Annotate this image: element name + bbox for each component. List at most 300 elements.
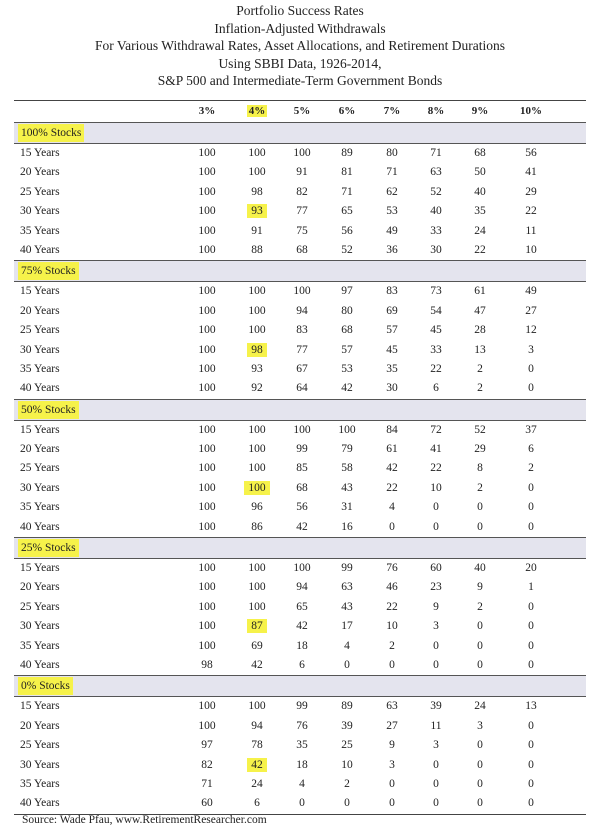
table-cell [332,498,362,517]
table-cell [242,617,272,636]
cell-value: 89 [341,147,353,159]
table-cell [332,222,362,241]
table-cell [192,736,222,755]
table-row [14,717,586,736]
cell-value: 100 [293,562,311,575]
cell-value: 0 [389,797,395,810]
cell-value: 89 [341,700,353,713]
cell-value: 0 [477,658,483,671]
cell-value: 100 [293,423,311,436]
cell-value: 4 [389,501,395,514]
cell-value: 97 [201,739,213,752]
cell-value: 22 [430,462,442,475]
cell-value: 100 [248,581,266,594]
cell-value: 0 [528,758,534,771]
cell-value: 6 [299,658,305,671]
cell-value: 0 [528,658,534,671]
cell-value: 42 [341,382,353,395]
section-header [14,537,586,559]
cell-value: 100 [198,639,216,652]
cell-value: 0 [433,520,439,533]
table-cell [377,479,407,498]
cell-value: 68 [474,147,486,159]
column-header [421,101,451,122]
table-cell [465,379,495,398]
table-cell [465,617,495,636]
cell-value: 0 [477,758,483,771]
table-cell [242,459,272,478]
table-cell [242,302,272,321]
cell-value: 16 [341,520,353,533]
cell-value: 94 [296,304,308,317]
cell-value: 36 [386,243,398,256]
table-cell [421,794,451,813]
table-cell [516,321,546,340]
cell-value: 84 [386,423,398,436]
column-header [465,101,495,122]
cell-value: 35 [296,739,308,752]
title-line: Inflation-Adjusted Withdrawals [214,20,386,36]
table-cell [332,598,362,617]
table-cell [377,559,407,578]
cell-value: 42 [296,520,308,533]
table-cell [192,775,222,794]
table-cell [287,241,317,260]
table-cell [242,794,272,813]
table-cell [465,202,495,221]
cell-value: 3 [528,343,534,356]
table-cell [332,697,362,716]
table-cell [516,222,546,241]
cell-value: 0 [299,797,305,810]
row-label: 20 Years [20,443,60,456]
table-cell [192,440,222,459]
table-cell [377,656,407,675]
table-cell [242,498,272,517]
table-cell [377,756,407,775]
cell-value: 100 [198,285,216,298]
table-cell [287,756,317,775]
table-cell [332,282,362,301]
cell-value: 100 [198,205,216,218]
table-cell [421,440,451,459]
cell-value: 100 [198,562,216,575]
table-cell [516,360,546,379]
cell-value: 75 [296,224,308,237]
table-cell [287,775,317,794]
cell-value: 0 [433,639,439,652]
table-cell [465,717,495,736]
cell-value: 67 [296,362,308,375]
table-row [14,302,586,321]
cell-value: 100 [198,243,216,256]
table-cell [242,775,272,794]
cell-value: 68 [341,324,353,337]
cell-value: 100 [198,462,216,475]
cell-value: 33 [430,224,442,237]
table-cell [332,459,362,478]
cell-value: 100 [248,324,266,337]
table-cell [516,717,546,736]
column-header-label: 4% [248,105,266,117]
table-cell [242,559,272,578]
table-cell [377,794,407,813]
table-cell [421,321,451,340]
section-header [14,122,586,144]
row-label: 20 Years [20,581,60,594]
row-label: 25 Years [20,462,60,475]
table-cell [287,479,317,498]
table-cell [242,656,272,675]
cell-value: 76 [296,719,308,732]
cell-value: 94 [296,581,308,594]
table-cell [465,341,495,360]
row-label: 35 Years [20,639,60,652]
table-cell [421,559,451,578]
table-cell [192,341,222,360]
section-label: 75% Stocks [18,262,79,280]
row-label: 35 Years [20,362,60,375]
row-label: 35 Years [20,501,60,514]
cell-value: 96 [251,501,263,514]
cell-value: 100 [198,343,216,356]
column-header-label: 3% [198,105,216,117]
table-cell [332,321,362,340]
cell-value: 100 [293,285,311,298]
table-row [14,459,586,478]
table-row [14,697,586,716]
table-cell [332,379,362,398]
column-header-label: 8% [427,105,445,117]
table-cell [287,440,317,459]
cell-value: 30 [430,243,442,256]
cell-value: 49 [525,285,537,298]
cell-value: 76 [386,562,398,575]
table-row [14,559,586,578]
table-cell [377,183,407,202]
table-row [14,183,586,202]
cell-value: 0 [528,362,534,375]
cell-value: 56 [525,147,537,159]
row-label: 25 Years [20,185,60,198]
row-label: 40 Years [20,658,60,671]
cell-value: 0 [528,600,534,613]
table-cell [377,222,407,241]
cell-value: 56 [341,224,353,237]
cell-value: 29 [525,185,537,198]
table-row [14,282,586,301]
table-cell [516,559,546,578]
row-label: 15 Years [20,562,60,575]
table-cell [465,559,495,578]
table-cell [332,559,362,578]
cell-value: 64 [296,382,308,395]
cell-value: 0 [528,481,534,494]
table-cell [516,144,546,163]
cell-value: 72 [430,423,442,436]
row-label: 30 Years [20,343,60,356]
table-cell [192,421,222,440]
cell-value: 92 [251,382,263,395]
table-row [14,341,586,360]
cell-value: 24 [474,224,486,237]
cell-value: 60 [430,562,442,575]
row-label: 25 Years [20,600,60,613]
table-cell [421,498,451,517]
table-cell [332,183,362,202]
table-cell [465,756,495,775]
table-cell [421,421,451,440]
table-cell [516,756,546,775]
table-cell [287,379,317,398]
cell-value: 71 [201,777,213,790]
row-label: 15 Years [20,285,60,298]
table-cell [465,144,495,163]
table-cell [465,656,495,675]
cell-value: 40 [474,562,486,575]
title-line: Portfolio Success Rates [236,3,364,18]
highlighted-value: 87 [247,619,267,633]
table-cell [516,421,546,440]
cell-value: 100 [198,362,216,375]
cell-value: 11 [430,719,442,732]
cell-value: 71 [430,147,442,159]
table-cell [287,360,317,379]
table-cell [421,379,451,398]
cell-value: 100 [248,304,266,317]
table-cell [332,775,362,794]
table-cell [516,498,546,517]
cell-value: 63 [386,700,398,713]
column-header [516,101,546,122]
table-cell [287,321,317,340]
cell-value: 69 [251,639,263,652]
table-row [14,202,586,221]
cell-value: 11 [525,224,537,237]
row-label: 40 Years [20,520,60,533]
table-cell [332,656,362,675]
cell-value: 10 [525,243,537,256]
cell-value: 42 [251,658,263,671]
column-header [377,101,407,122]
table-cell [377,736,407,755]
table-cell [332,578,362,597]
cell-value: 42 [296,620,308,633]
table-row [14,144,586,163]
cell-value: 99 [296,443,308,456]
table-cell [377,341,407,360]
cell-value: 100 [248,700,266,713]
cell-value: 8 [477,462,483,475]
cell-value: 52 [341,243,353,256]
cell-value: 40 [474,185,486,198]
row-label: 30 Years [20,620,60,633]
cell-value: 100 [198,443,216,456]
cell-value: 2 [477,362,483,375]
cell-value: 49 [386,224,398,237]
row-label: 15 Years [20,147,60,159]
table-cell [192,617,222,636]
table-cell [421,736,451,755]
cell-value: 100 [248,147,266,159]
cell-value: 0 [344,797,350,810]
table-cell [516,440,546,459]
cell-value: 52 [474,423,486,436]
cell-value: 56 [296,501,308,514]
table-cell [287,697,317,716]
table-cell [465,697,495,716]
table-cell [377,459,407,478]
cell-value: 47 [474,304,486,317]
cell-value: 9 [389,739,395,752]
table-cell [465,302,495,321]
table-cell [287,656,317,675]
table-cell [516,282,546,301]
cell-value: 10 [386,620,398,633]
table-cell [421,717,451,736]
column-header [242,101,272,122]
table-row [14,222,586,241]
cell-value: 73 [430,285,442,298]
cell-value: 100 [248,443,266,456]
cell-value: 61 [474,285,486,298]
table-cell [192,183,222,202]
cell-value: 50 [474,166,486,179]
cell-value: 39 [341,719,353,732]
table-cell [192,598,222,617]
table-cell [421,756,451,775]
cell-value: 58 [341,462,353,475]
table-cell [332,617,362,636]
cell-value: 100 [198,581,216,594]
table-cell [421,183,451,202]
table-cell [192,717,222,736]
table-cell [465,578,495,597]
row-label: 40 Years [20,382,60,395]
table-cell [465,360,495,379]
table-cell [192,144,222,163]
cell-value: 0 [528,777,534,790]
table-cell [287,459,317,478]
cell-value: 97 [341,285,353,298]
table-cell [332,440,362,459]
table-cell [377,360,407,379]
cell-value: 30 [386,382,398,395]
row-label: 15 Years [20,423,60,436]
cell-value: 94 [251,719,263,732]
cell-value: 99 [341,562,353,575]
table-cell [516,302,546,321]
cell-value: 100 [198,719,216,732]
table-cell [287,617,317,636]
cell-value: 13 [474,343,486,356]
cell-value: 53 [386,205,398,218]
table-cell [192,321,222,340]
cell-value: 0 [433,777,439,790]
cell-value: 80 [341,304,353,317]
cell-value: 86 [251,520,263,533]
table-cell [516,775,546,794]
table-cell [332,794,362,813]
table-row [14,637,586,656]
column-header-row [14,101,586,122]
cell-value: 100 [248,285,266,298]
table-cell [377,202,407,221]
section-label: 100% Stocks [18,124,84,142]
cell-value: 100 [198,147,216,159]
row-label: 30 Years [20,758,60,771]
table-cell [192,379,222,398]
cell-value: 3 [433,620,439,633]
cell-value: 61 [386,443,398,456]
table-cell [421,302,451,321]
cell-value: 27 [386,719,398,732]
table-cell [242,518,272,537]
row-label: 35 Years [20,777,60,790]
table-cell [516,794,546,813]
table-cell [332,756,362,775]
row-label: 25 Years [20,324,60,337]
table-cell [192,756,222,775]
table-cell [421,222,451,241]
cell-value: 100 [198,501,216,514]
table-cell [192,498,222,517]
table-cell [192,578,222,597]
cell-value: 100 [198,166,216,179]
table-cell [421,163,451,182]
cell-value: 25 [341,739,353,752]
table-cell [421,144,451,163]
cell-value: 0 [433,797,439,810]
cell-value: 35 [386,362,398,375]
cell-value: 57 [386,324,398,337]
table-cell [242,360,272,379]
table-cell [516,459,546,478]
table-cell [287,794,317,813]
section-label: 25% Stocks [18,539,79,557]
row-label: 40 Years [20,243,60,256]
table-cell [421,202,451,221]
table-cell [287,598,317,617]
section-header [14,260,586,282]
table-row [14,241,586,260]
table-cell [287,282,317,301]
table-cell [377,379,407,398]
cell-value: 20 [525,562,537,575]
title-line: S&P 500 and Intermediate-Term Government Bonds [157,73,443,88]
cell-value: 0 [477,501,483,514]
cell-value: 6 [433,382,439,395]
table-cell [377,163,407,182]
table-cell [287,421,317,440]
row-label: 30 Years [20,481,60,494]
table-cell [192,163,222,182]
table-row [14,775,586,794]
table-cell [242,163,272,182]
table-cell [332,479,362,498]
table-cell [377,440,407,459]
table-cell [516,241,546,260]
cell-value: 2 [477,481,483,494]
cell-value: 100 [198,700,216,713]
table-cell [465,598,495,617]
cell-value: 100 [248,600,266,613]
cell-value: 80 [386,147,398,159]
table-cell [377,775,407,794]
table-cell [332,360,362,379]
table-cell [287,144,317,163]
table-cell [377,498,407,517]
